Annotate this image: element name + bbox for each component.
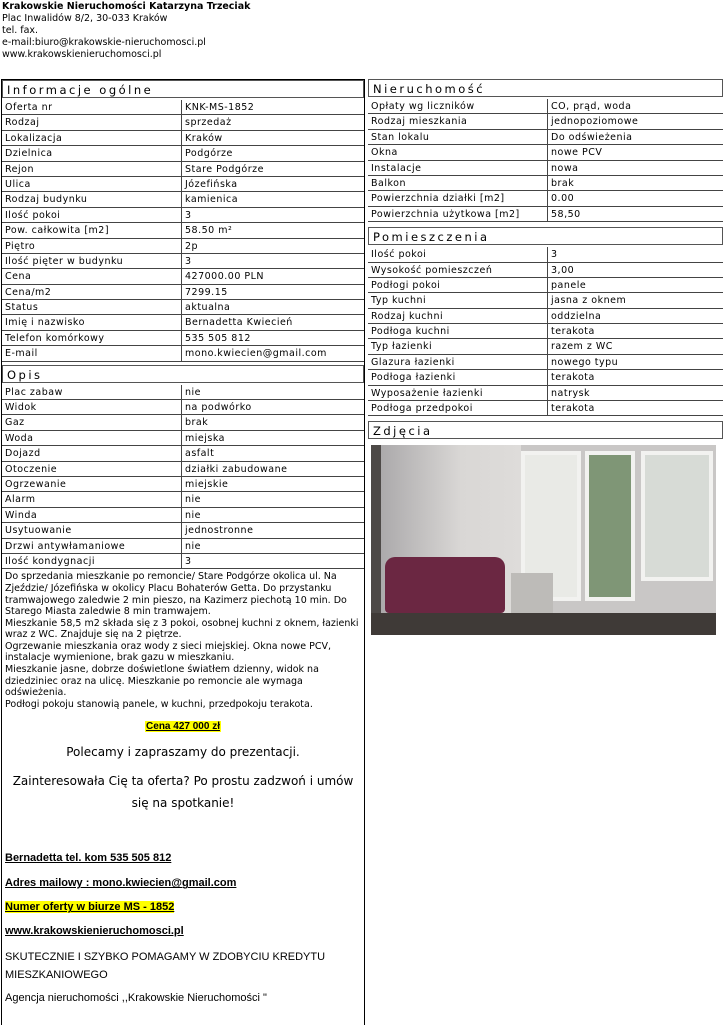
row-value: jasna z oknem [551,295,627,307]
rooms-table [368,247,723,416]
rooms-row [368,370,723,385]
interest-text: Zainteresowała Cię ta oferta? Po prostu zadzwoń i umów się na spotkanie! [12,774,354,811]
row-value: 58,50 [551,208,581,220]
opis-row [2,492,364,507]
row-value: miejskie [185,478,229,490]
row-value: nowa [551,162,579,174]
general-row [2,177,364,192]
row-value: Bernadetta Kwiecień [185,317,293,329]
row-label: Woda [2,431,182,445]
rooms-row [368,293,723,308]
opis-row [2,462,364,477]
general-row [2,100,364,115]
row-label: Rodzaj kuchni [368,309,548,323]
company-name: Krakowskie Nieruchomości Katarzyna Trzeciak [2,1,251,12]
row-value: mono.kwiecien@gmail.com [185,348,327,360]
general-table [2,100,364,362]
row-value: CO, prąd, woda [551,101,632,112]
row-label: Drzwi antywłamaniowe [2,539,182,553]
row-label: Usytuowanie [2,523,182,537]
website-link[interactable]: www.krakowskienieruchomosci.pl [5,925,184,938]
opis-row [2,385,364,400]
general-row [2,239,364,254]
row-label: Dojazd [2,446,182,460]
row-label: Glazura łazienki [368,355,548,369]
row-value: nie [185,509,202,521]
row-label: Piętro [2,239,182,253]
right-column [368,79,723,644]
property-row [368,130,723,145]
section-opis-title: Opis [2,365,364,383]
row-label: Opłaty wg liczników [368,99,548,113]
row-label: Dzielnica [2,146,182,160]
general-row [2,146,364,161]
contact-phone: Bernadetta tel. kom 535 505 812 [5,852,172,865]
offer-number: Numer oferty w biurze MS - 1852 [5,901,175,914]
row-label: Telefon komórkowy [2,331,182,345]
row-value: terakota [551,403,595,415]
row-value: jednopoziomowe [551,116,639,128]
opis-table [2,385,364,570]
row-label: Cena [2,269,182,283]
opis-row [2,539,364,554]
section-rooms-title: Pomieszczenia [368,227,723,245]
row-label: Wyposażenie łazienki [368,386,548,400]
row-label: Plac zabaw [2,385,182,399]
row-value: na podwórko [185,402,252,414]
credit-text: SKUTECZNIE I SZYBKO POMAGAMY W ZDOBYCIU KREDYTU MIESZKANIOWEGO [5,951,326,982]
company-website: www.krakowskienieruchomosci.pl [2,49,162,60]
company-email: e-mail:biuro@krakowskie-nieruchomosci.pl [2,37,206,48]
row-label: Ilość kondygnacji [2,554,182,568]
row-label: Ilość pokoi [368,247,548,261]
row-value: 7299.15 [185,286,228,298]
general-row [2,208,364,223]
row-label: Ilość pokoi [2,208,182,222]
row-value: jednostronne [185,525,254,537]
general-row [2,162,364,177]
row-label: Podłogi pokoi [368,278,548,292]
row-label: Podłoga przedpokoi [368,401,548,415]
row-label: Typ kuchni [368,293,548,307]
row-label: Podłoga łazienki [368,370,548,384]
property-row [368,114,723,129]
row-label: Alarm [2,492,182,506]
property-row [368,145,723,160]
row-value: natrysk [551,387,591,399]
row-value: oddzielna [551,310,602,322]
row-label: Stan lokalu [368,130,548,144]
agency-footer: Agencja nieruchomości ,,Krakowskie Nieruchomości " [5,992,267,1005]
row-value: brak [185,417,209,429]
row-value: brak [551,177,575,189]
property-row [368,161,723,176]
rooms-row [368,324,723,339]
description-paragraph: Do sprzedania mieszkanie po remoncie/ Stare Podgórze okolica ul. Na Zjeździe/ Józefińska w okolicy Placu Bohaterów Getta. Do przystanku tramwajowego zaledwie 2 min pieszo, na Kazimerz piechotą 10 min. Do Starego Miasta zaledwie 8 min tramwajem. [5,571,347,618]
opis-row [2,400,364,415]
general-row [2,331,364,346]
general-row [2,285,364,300]
row-label: Winda [2,508,182,522]
opis-row [2,523,364,538]
row-value: nowe PCV [551,147,603,159]
property-table [368,99,723,222]
property-row [368,99,723,114]
row-value: 3 [551,249,558,261]
row-label: E-mail [2,346,182,360]
row-value: kamienica [185,194,239,206]
rooms-row [368,247,723,262]
row-label: Ilość pięter w budynku [2,254,182,268]
row-value: nowego typu [551,356,619,368]
row-value: panele [551,279,587,291]
recommend-text: Polecamy i zapraszamy do prezentacji. [66,745,300,760]
row-label: Instalacje [368,161,548,175]
row-label: Oferta nr [2,100,182,114]
row-value: terakota [551,326,595,338]
general-row [2,254,364,269]
rooms-row [368,309,723,324]
description-paragraph: Mieszkanie jasne, dobrze doświetlone światłem dzienny, widok na dziedziniec oraz na ulicę. Mieszkanie po remoncie ale wymaga odświeżenia. [5,664,319,699]
row-label: Gaz [2,415,182,429]
row-label: Imię i nazwisko [2,315,182,329]
property-row [368,176,723,191]
row-label: Status [2,300,182,314]
row-value: miejska [185,432,225,444]
row-label: Rodzaj [2,115,182,129]
property-row [368,207,723,222]
row-value: Kraków [185,132,223,144]
rooms-row [368,355,723,370]
row-label: Widok [2,400,182,414]
section-general-title: Informacje ogólne [2,80,364,98]
row-label: Ulica [2,177,182,191]
row-label: Cena/m2 [2,285,182,299]
general-row [2,192,364,207]
row-value: sprzedaż [185,117,232,129]
general-row [2,269,364,284]
row-label: Lokalizacja [2,131,182,145]
row-value: Stare Podgórze [185,163,264,175]
description-paragraph: Podłogi pokoju stanowią panele, w kuchni, przedpokoju terakota. [5,698,313,710]
general-row [2,315,364,330]
contact-mail: Adres mailowy : mono.kwiecien@gmail.com [5,877,237,890]
company-address: Plac Inwalidów 8/2, 30-033 Kraków [2,13,168,24]
general-row [2,346,364,361]
rooms-row [368,339,723,354]
rooms-row [368,386,723,401]
row-value: działki zabudowane [185,463,288,475]
opis-row [2,446,364,461]
price-banner: Cena 427 000 zł [146,721,220,733]
row-value: razem z WC [551,341,613,353]
row-value: 58.50 m² [185,225,233,237]
row-label: Balkon [368,176,548,190]
row-value: terakota [551,372,595,384]
row-label: Ogrzewanie [2,477,182,491]
row-label: Pow. całkowita [m2] [2,223,182,237]
row-value: 3,00 [551,264,575,276]
general-row [2,300,364,315]
row-value: Podgórze [185,148,233,160]
description-paragraph: Mieszkanie 58,5 m2 składa się z 3 pokoi, osobnej kuchni z oknem, łazienki wraz z WC. Znajduje się na 2 piętrze. [5,617,359,641]
row-value: nie [185,540,202,552]
row-value: 2p [185,240,199,252]
row-value: KNK-MS-1852 [185,102,255,113]
section-property-title: Nieruchomość [368,79,723,97]
row-value: 427000.00 PLN [185,271,265,283]
row-value: aktualna [185,302,231,314]
opis-row [2,415,364,430]
row-label: Otoczenie [2,462,182,476]
row-value: 535 505 812 [185,332,251,344]
opis-row [2,477,364,492]
rooms-row [368,263,723,278]
row-label: Rejon [2,162,182,176]
left-column [1,79,365,1025]
row-label: Okna [368,145,548,159]
row-label: Powierzchnia działki [m2] [368,191,548,205]
row-value: nie [185,494,202,506]
apartment-photo[interactable] [371,445,716,635]
row-value: 3 [185,209,192,221]
opis-row [2,431,364,446]
opis-row [2,554,364,569]
row-value: 0.00 [551,193,575,205]
section-photos-title: Zdjęcia [368,421,723,439]
row-value: nie [185,386,202,398]
general-row [2,131,364,146]
agency-header [2,1,250,61]
row-label: Rodzaj budynku [2,192,182,206]
description-text [2,569,364,710]
row-value: asfalt [185,448,215,460]
row-label: Rodzaj mieszkania [368,114,548,128]
rooms-row [368,278,723,293]
opis-row [2,508,364,523]
row-value: 3 [185,255,192,267]
general-row [2,115,364,130]
row-value: Józefińska [185,178,238,190]
rooms-row [368,401,723,416]
general-row [2,223,364,238]
row-label: Wysokość pomieszczeń [368,263,548,277]
row-value: 3 [185,555,192,567]
row-value: Do odświeżenia [551,131,633,143]
row-label: Typ łazienki [368,339,548,353]
row-label: Powierzchnia użytkowa [m2] [368,207,548,221]
row-label: Podłoga kuchni [368,324,548,338]
property-row [368,191,723,206]
company-telfax: tel. fax. [2,25,39,36]
description-paragraph: Ogrzewanie mieszkania oraz wody z sieci miejskiej. Okna nowe PCV, instalacje wymienione, brak gazu w mieszkaniu. [5,640,331,664]
